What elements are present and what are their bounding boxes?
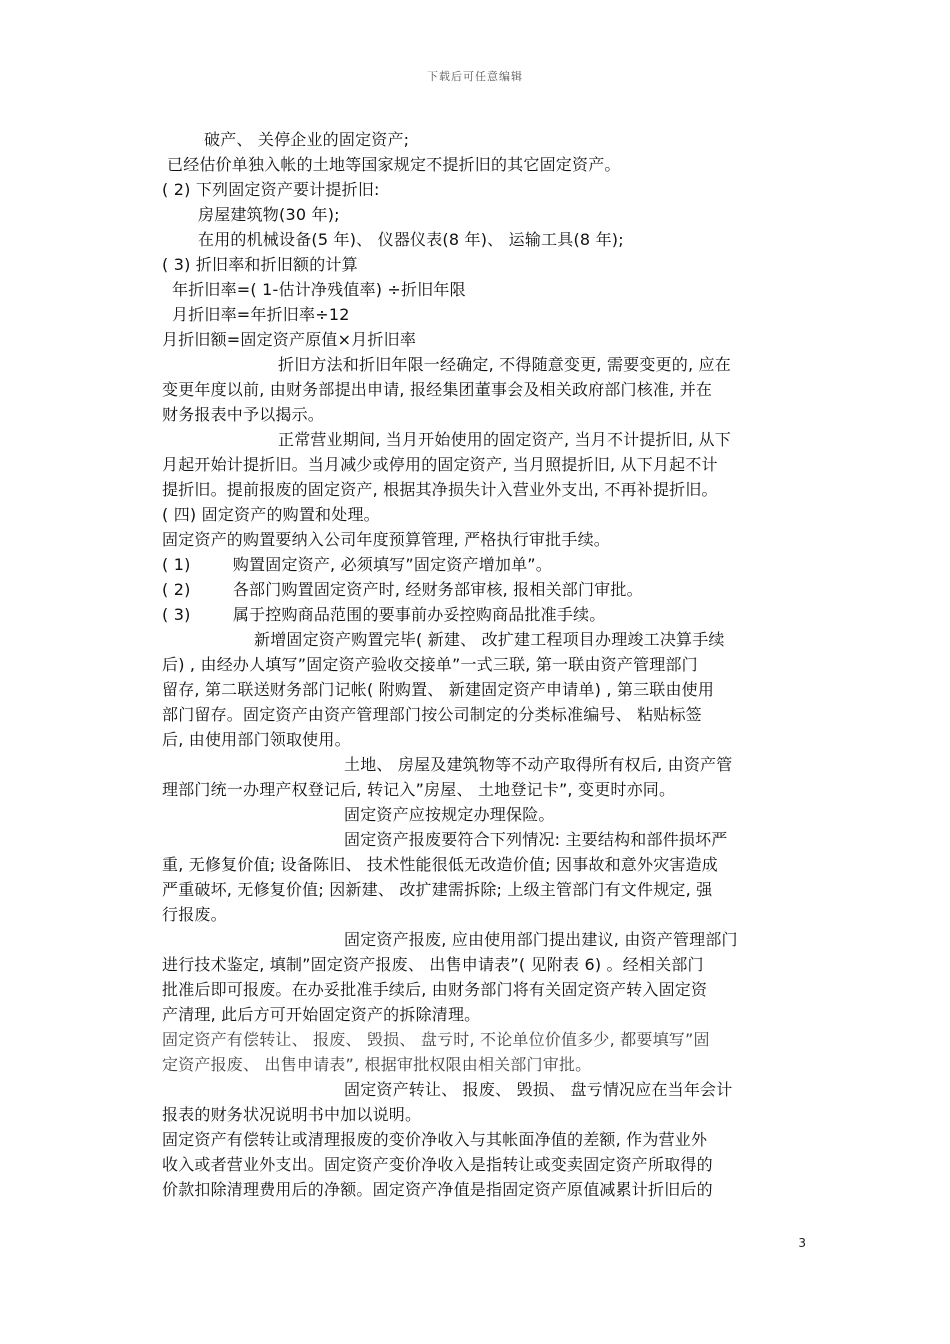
text-line: 房屋建筑物(30 年);	[198, 205, 340, 224]
text-line: 折旧方法和折旧年限一经确定, 不得随意变更, 需要变更的, 应在	[278, 355, 731, 374]
text-line: 固定资产转让、 报废、 毁损、 盘亏情况应在当年会计	[344, 1080, 733, 1099]
text-line: 留存, 第二联送财务部门记帐( 附购置、 新建固定资产申请单) , 第三联由使用	[162, 680, 715, 699]
text-line: 严重破坏, 无修复价值; 因新建、 改扩建需拆除; 上级主管部门有文件规定, 强	[162, 880, 713, 899]
page-number: 3	[798, 1236, 806, 1250]
text-line: 提折旧。提前报废的固定资产, 根据其净损失计入营业外支出, 不再补提折旧。	[162, 480, 718, 499]
text-line: 重, 无修复价值; 设备陈旧、 技术性能很低无改造价值; 因事故和意外灾害造成	[162, 855, 719, 874]
text-line: 部门留存。固定资产由资产管理部门按公司制定的分类标准编号、 粘贴标签	[162, 705, 702, 724]
text-line: 固定资产应按规定办理保险。	[344, 805, 555, 824]
text-line: 正常营业期间, 当月开始使用的固定资产, 当月不计提折旧, 从下	[278, 430, 731, 449]
text-line: 理部门统一办理产权登记后, 转记入”房屋、 土地登记卡”, 变更时亦同。	[162, 780, 676, 799]
text-line: 固定资产的购置要纳入公司年度预算管理, 严格执行审批手续。	[162, 530, 610, 549]
list-item: ( 1) 购置固定资产, 必须填写”固定资产增加单”。	[162, 555, 552, 574]
text-line: 固定资产报废要符合下列情况: 主要结构和部件损坏严	[344, 830, 728, 849]
text-line: 年折旧率=( 1-估计净残值率) ÷折旧年限	[172, 280, 466, 299]
text-line: 已经估价单独入帐的土地等国家规定不提折旧的其它固定资产。	[167, 155, 621, 174]
list-item: ( 2) 各部门购置固定资产时, 经财务部审核, 报相关部门审批。	[162, 580, 643, 599]
text-line: 土地、 房屋及建筑物等不动产取得所有权后, 由资产管	[344, 755, 733, 774]
text-line: ( 3) 折旧率和折旧额的计算	[162, 255, 358, 274]
text-line: 月折旧额=固定资产原值×月折旧率	[162, 330, 417, 349]
text-line: 月折旧率=年折旧率÷12	[172, 305, 350, 324]
text-line: 定资产报废、 出售申请表”, 根据审批权限由相关部门审批。	[162, 1055, 592, 1074]
text-line: 进行技术鉴定, 填制”固定资产报废、 出售申请表”( 见附表 6) 。经相关部门	[162, 955, 704, 974]
text-line: 固定资产报废, 应由使用部门提出建议, 由资产管理部门	[344, 930, 738, 949]
text-line: 固定资产有偿转让、 报废、 毁损、 盘亏时, 不论单位价值多少, 都要填写”固	[162, 1030, 710, 1049]
text-line: 行报废。	[162, 905, 227, 924]
text-line: 固定资产有偿转让或清理报废的变价净收入与其帐面净值的差额, 作为营业外	[162, 1130, 708, 1149]
text-line: 破产、 关停企业的固定资产;	[204, 130, 410, 149]
text-line: 批准后即可报废。在办妥批准手续后, 由财务部门将有关固定资产转入固定资	[162, 980, 708, 999]
list-item: ( 3) 属于控购商品范围的要事前办妥控购商品批准手续。	[162, 605, 606, 624]
text-line: 后, 由使用部门领取使用。	[162, 730, 351, 749]
text-line: 新增固定资产购置完毕( 新建、 改扩建工程项目办理竣工决算手续	[254, 630, 725, 649]
text-line: 价款扣除清理费用后的净额。固定资产净值是指固定资产原值减累计折旧后的	[162, 1180, 713, 1199]
text-line: ( 2) 下列固定资产要计提折旧:	[162, 180, 380, 199]
section-heading: ( 四) 固定资产的购置和处理。	[162, 505, 380, 524]
text-line: 报表的财务状况说明书中加以说明。	[162, 1105, 422, 1124]
text-line: 变更年度以前, 由财务部提出申请, 报经集团董事会及相关政府部门核准, 并在	[162, 380, 713, 399]
text-line: 月起开始计提折旧。当月减少或停用的固定资产, 当月照提折旧, 从下月起不计	[162, 455, 718, 474]
text-line: 财务报表中予以揭示。	[162, 405, 325, 424]
text-line: 产清理, 此后方可开始固定资产的拆除清理。	[162, 1005, 481, 1024]
text-line: 后) , 由经办人填写”固定资产验收交接单”一式三联, 第一联由资产管理部门	[162, 655, 698, 674]
page-header: 下载后可任意编辑	[427, 70, 523, 83]
text-line: 收入或者营业外支出。固定资产变价净收入是指转让或变卖固定资产所取得的	[162, 1155, 713, 1174]
text-line: 在用的机械设备(5 年)、 仪器仪表(8 年)、 运输工具(8 年);	[198, 230, 624, 249]
